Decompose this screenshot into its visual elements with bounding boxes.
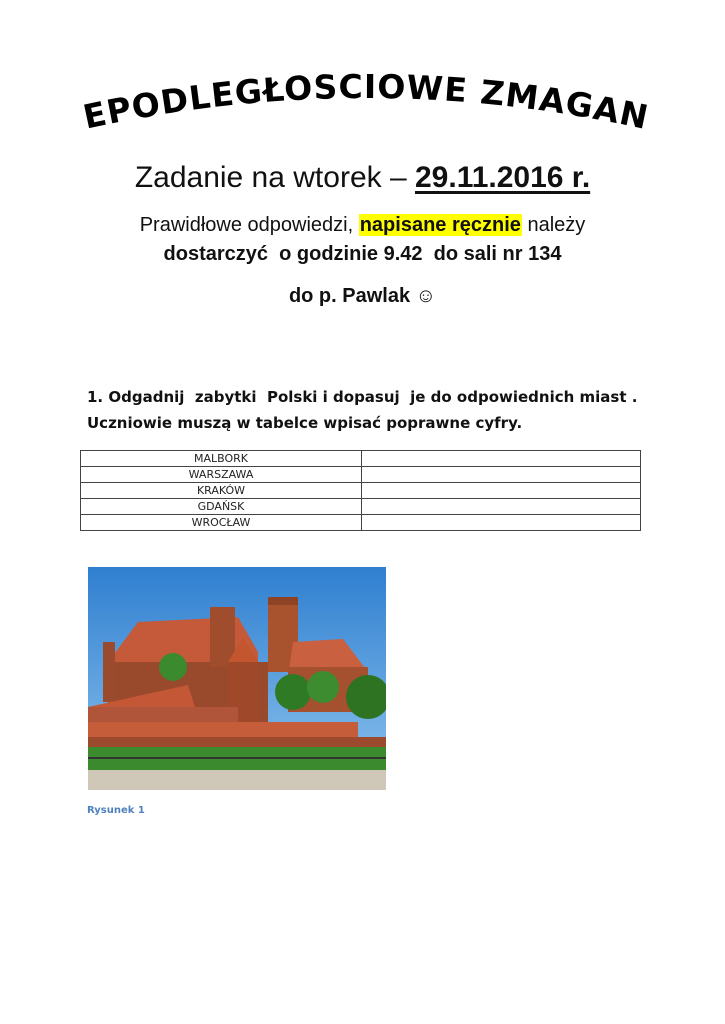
table-row <box>81 451 641 467</box>
instruction-text-before: Prawidłowe odpowiedzi, <box>139 214 359 236</box>
title-prefix: Zadanie na wtorek – <box>134 161 415 194</box>
instruction-text-after: należy <box>521 214 586 236</box>
answer-cell[interactable] <box>362 499 641 515</box>
table-row <box>81 483 641 499</box>
table-row <box>81 499 641 515</box>
city-cell: GDAŃSK <box>81 499 362 515</box>
instruction-line-2: dostarczyć o godzinie 9.42 do sali nr 134 <box>163 243 562 265</box>
castle-photo <box>88 567 386 790</box>
answer-cell[interactable] <box>362 515 641 531</box>
wordart-title-text: NIEPODLEGŁOSCIOWE ZMAGANIA <box>65 47 653 138</box>
city-cell: WARSZAWA <box>81 467 362 483</box>
task-description <box>87 384 687 436</box>
city-cell: MALBORK <box>81 451 362 467</box>
page-title <box>0 160 725 196</box>
instruction-line-1 <box>0 212 725 238</box>
table-row <box>81 515 641 531</box>
figure-caption: Rysunek 1 <box>87 805 145 816</box>
title-date: 29.11.2016 r. <box>414 161 591 194</box>
city-cell: KRAKÓW <box>81 483 362 499</box>
task-line-1: 1. Odgadnij zabytki Polski i dopasuj je do odpowiednich miast . <box>87 388 638 406</box>
castle-illustration <box>88 567 386 790</box>
instruction-line-3: do p. Pawlak ☺ <box>288 285 437 307</box>
answer-cell[interactable] <box>362 483 641 499</box>
task-line-2: Uczniowie muszą w tabelce wpisać poprawne cyfry. <box>87 414 523 432</box>
answer-cell[interactable] <box>362 467 641 483</box>
answer-cell[interactable] <box>362 451 641 467</box>
wordart-title <box>65 47 653 148</box>
city-cell: WROCŁAW <box>81 515 362 531</box>
highlighted-text: napisane ręcznie <box>359 214 521 236</box>
table-row <box>81 467 641 483</box>
answer-table <box>80 450 641 531</box>
